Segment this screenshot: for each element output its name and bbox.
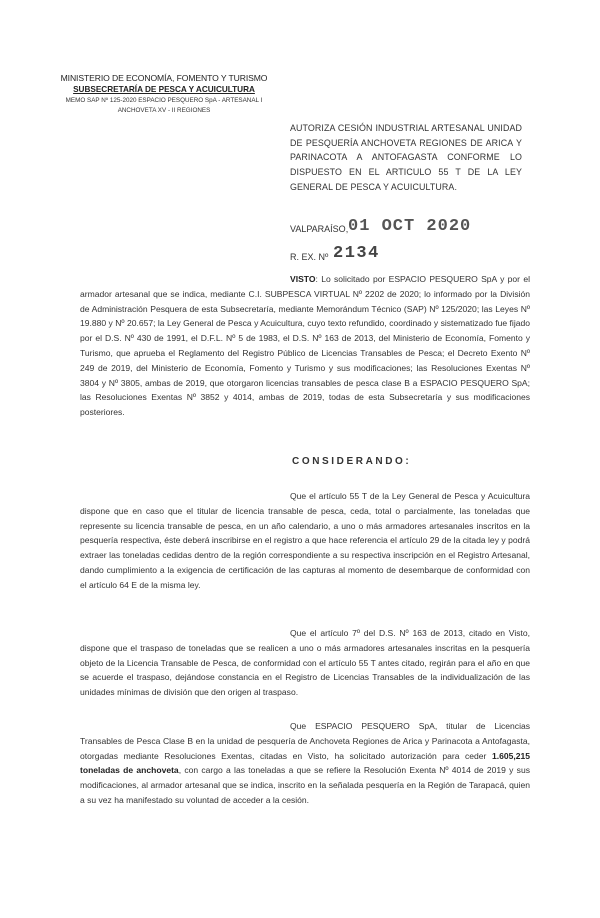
resolution-subject: AUTORIZA CESIÓN INDUSTRIAL ARTESANAL UNIDAD DE PESQUERÍA ANCHOVETA REGIONES DE ARICA Y PARINACOTA A ANTOFAGASTA CONFORME LO DISPUESTO EN EL ARTICULO 55 T DE LA LEY GENERAL DE PESCA Y ACUICULTURA. (290, 123, 522, 192)
visto-text: : Lo solicitado por ESPACIO PESQUERO SpA y por el armador artesanal que se indica, mediante C.I. SUBPESCA VIRTUAL Nº 2202 de 2020; lo informado por la División de Administración Pesquera de esta Subsecretaría, mediante Memorándum Técnico (SAP) Nº 125/2020; las Leyes Nº 19.880 y Nº 20.657; la Ley General de Pesca y Acuicultura, cuyo texto refundido, coordinado y sistematizado fue fijado por el D.S. Nº 430 de 1991, el D.F.L. Nº 5 de 1983, el D.S. Nº 163 de 2013, del Ministerio de Economía, Fomento y Turismo, que aprueba el Reglamento del Registro Público de Licencias Transables de Pesca; el Decreto Exento Nº 249 de 2019, del Ministerio de Economía, Fomento y Turismo y sus modificaciones; las Resoluciones Exentas Nº 3804 y Nº 3805, ambas de 2019, que otorgaron licencias transables de pesca clase B a ESPACIO PESQUERO SpA; las Resoluciones Exentas Nº 3852 y 4014, ambas de 2019, todas de esta Subsecretaría y sus modificaciones posteriores. (80, 274, 530, 418)
ceded-tonnage: 1.605,215 toneladas de anchoveta (80, 750, 530, 776)
document-header (44, 72, 284, 115)
ministry-name: MINISTERIO DE ECONOMÍA, FOMENTO Y TURISMO (60, 73, 268, 83)
memo-reference: MEMO SAP Nº 125-2020 ESPACIO PESQUERO SpA - ARTESANAL I (65, 97, 263, 104)
resolution-number-line (290, 244, 530, 270)
resolution-number-label: R. EX. Nº (290, 252, 329, 262)
considerando-paragraph-3 (80, 719, 530, 808)
date-line (290, 217, 530, 243)
considerando-heading: CONSIDERANDO: (292, 456, 412, 467)
visto-label: VISTO (290, 274, 316, 284)
date-stamp: 01 OCT 2020 (348, 217, 472, 236)
memo-reference-regions: ANCHOVETA XV - II REGIONES (117, 107, 211, 114)
visto-paragraph (80, 272, 530, 420)
considerando-p3-rest: , con cargo a las toneladas a que se refiere la Resolución Exenta Nº 4014 de 2019 y sus modificaciones, al armador artesanal que se indica, inscrito en la señalada pesquería en la Región de Tarapacá, quien a su vez ha manifestado su voluntad de acceder a la cesión. (80, 765, 530, 805)
resolution-number: 2134 (333, 244, 380, 263)
date-city: VALPARAÍSO, (290, 224, 349, 234)
considerando-p3-intro: Que ESPACIO PESQUERO SpA, titular de Licencias Transables de Pesca Clase B en la unidad de pesquería de Anchoveta Regiones de Arica y Parinacota a Antofagasta, otorgadas mediante Resoluciones Exentas, citadas en Visto, ha solicitado autorización para ceder (80, 721, 530, 761)
considerando-paragraph-2: Que el artículo 7º del D.S. Nº 163 de 2013, citado en Visto, dispone que el traspaso de toneladas que se realicen a uno o más armadores artesanales inscritas en la pesquería objeto de la Licencia Transable de Pesca, de conformidad con el artículo 55 T antes citado, regirán para el año en que se acuerde el traspaso, dejándose constancia en el Registro de Licencias Transables de la individualización de las unidades mínimas de división que den origen al traspaso. (80, 628, 530, 698)
subsecretaria-name: SUBSECRETARÍA DE PESCA Y ACUICULTURA (73, 85, 255, 94)
considerando-paragraph-1: Que el artículo 55 T de la Ley General de Pesca y Acuicultura dispone que en caso que el titular de licencia transable de pesca, ceda, total o parcialmente, las toneladas que represente su licencia transable de pesca, en un año calendario, a uno o más armadores artesanales inscritos en la pesquería respectiva, éste deberá inscribirse en el registro a que hace referencia el artículo 29 de la citada ley y podrá extraer las toneladas cedidas dentro de la región correspondiente a su respectiva inscripción en el Registro Artesanal, dando cumplimiento a la exigencia de certificación de las capturas al momento de desembarque de conformidad con el artículo 64 E de la misma ley. (80, 491, 530, 590)
